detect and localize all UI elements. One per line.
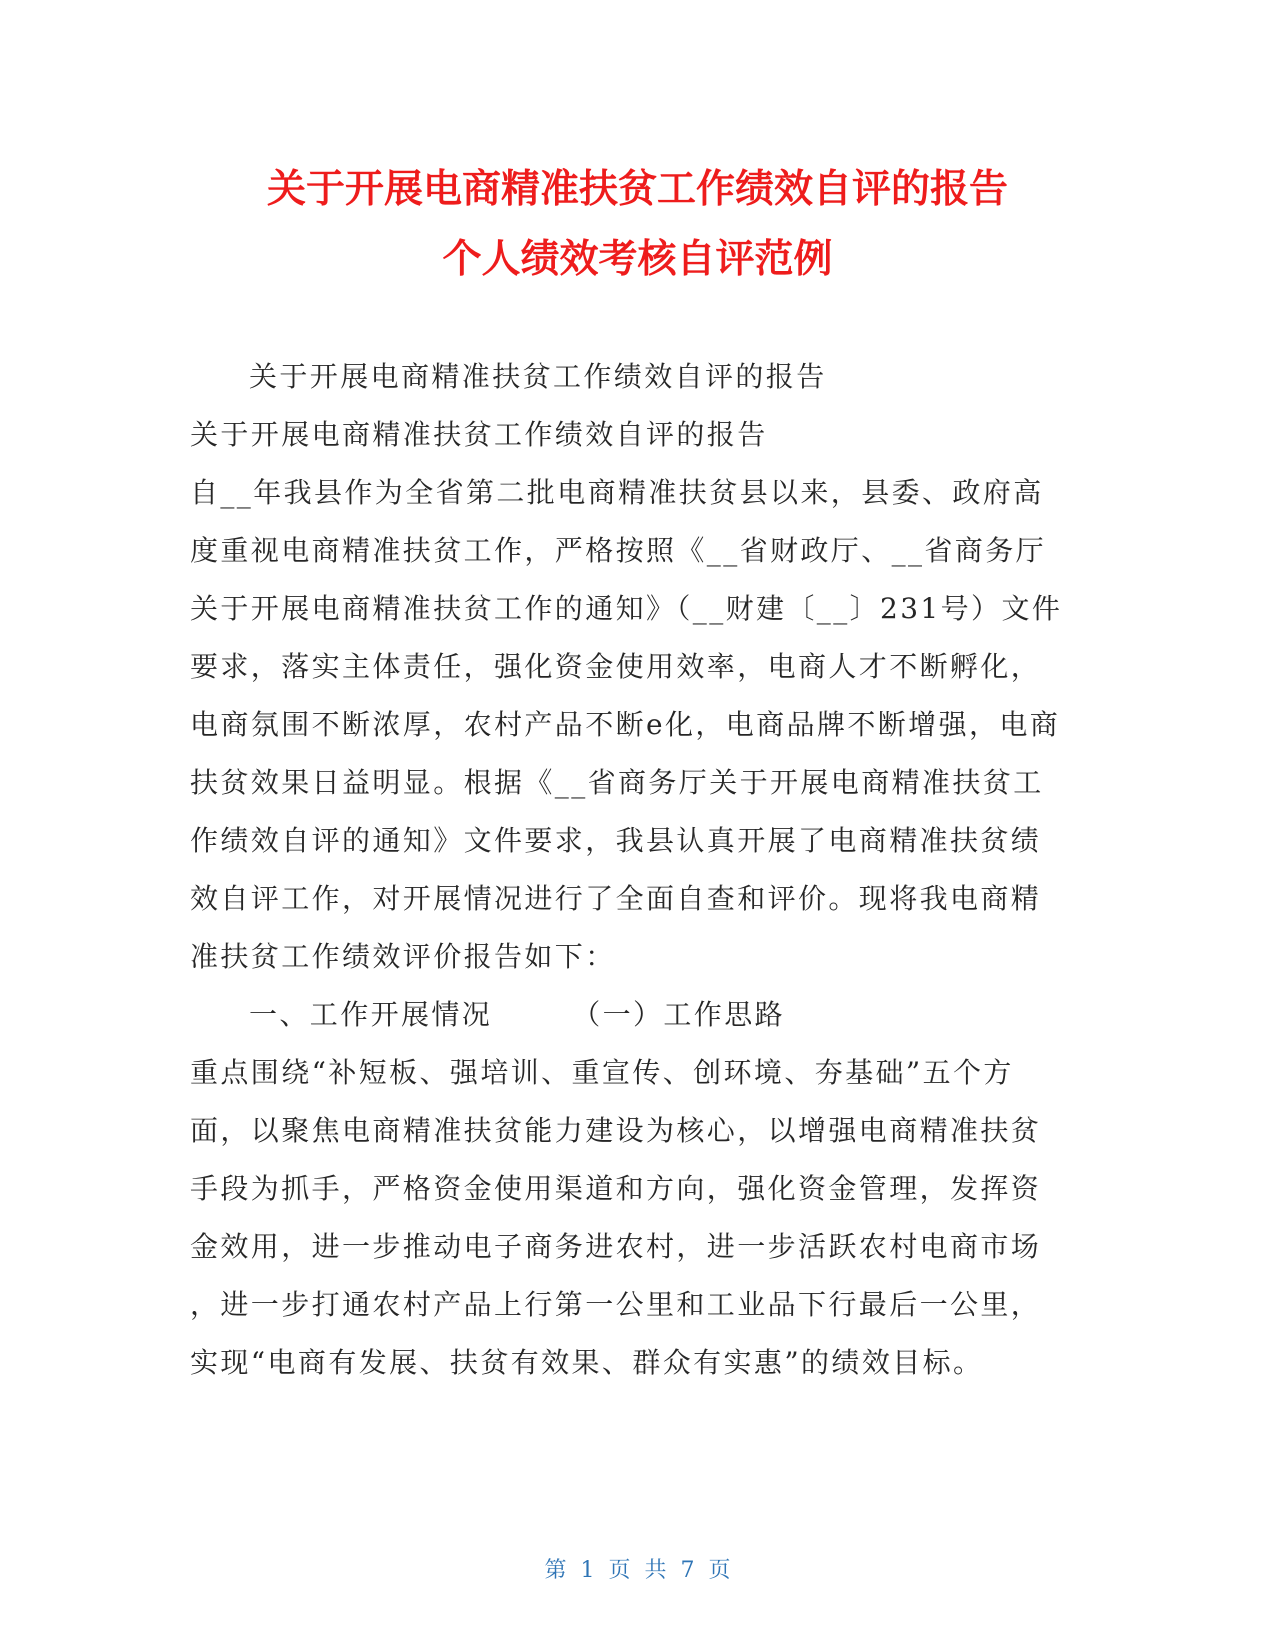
paragraph-line: 度重视电商精准扶贫工作，严格按照《__省财政厅、__省商务厅 [190,534,1047,567]
footer-prefix: 第 [544,1558,567,1583]
paragraph-line: 金效用，进一步推动电子商务进农村，进一步活跃农村电商市场 [190,1230,1042,1263]
paragraph-line: 效自评工作，对开展情况进行了全面自查和评价。现将我电商精 [190,882,1042,915]
section-heading-row [249,998,786,1031]
paragraph-line: 准扶贫工作绩效评价报告如下： [190,940,616,973]
paragraph-line: 关于开展电商精准扶贫工作的通知》（__财建〔__〕231号）文件 [190,592,1063,625]
footer-total-pages: 7 [680,1558,695,1583]
paragraph-line: 电商氛围不断浓厚，农村产品不断e化，电商品牌不断增强，电商 [190,708,1061,741]
footer-page-number: 1 [580,1558,595,1583]
paragraph-line: 扶贫效果日益明显。根据《__省商务厅关于开展电商精准扶贫工 [190,766,1044,799]
paragraph-line: 自__年我县作为全省第二批电商精准扶贫县以来，县委、政府高 [190,476,1044,509]
paragraph-line: 面，以聚焦电商精准扶贫能力建设为核心，以增强电商精准扶贫 [190,1114,1042,1147]
paragraph-line: 实现“电商有发展、扶贫有效果、群众有实惠”的绩效目标。 [190,1346,984,1379]
title-line-1: 关于开展电商精准扶贫工作绩效自评的报告 [266,167,1008,212]
footer-suffix: 页 [708,1558,731,1583]
section-heading: 一、工作开展情况 [249,998,493,1031]
footer-total-label: 共 [644,1558,667,1583]
paragraph-line: 重点围绕“补短板、强培训、重宣传、创环境、夯基础”五个方 [190,1056,1014,1089]
paragraph-line: 手段为抓手，严格资金使用渠道和方向，强化资金管理，发挥资 [190,1172,1042,1205]
paragraph-line: 要求，落实主体责任，强化资金使用效率，电商人才不断孵化， [190,650,1042,683]
subsection-heading: （一）工作思路 [572,998,786,1031]
paragraph-heading: 关于开展电商精准扶贫工作绩效自评的报告 [190,418,768,451]
title-line-2: 个人绩效考核自评范例 [442,237,833,282]
footer-page-label: 页 [608,1558,631,1583]
paragraph-line: ，进一步打通农村产品上行第一公里和工业品下行最后一公里， [190,1288,1042,1321]
subtitle-line: 关于开展电商精准扶贫工作绩效自评的报告 [249,360,827,393]
page-footer [0,1553,1275,1584]
paragraph-line: 作绩效自评的通知》文件要求，我县认真开展了电商精准扶贫绩 [190,824,1042,857]
